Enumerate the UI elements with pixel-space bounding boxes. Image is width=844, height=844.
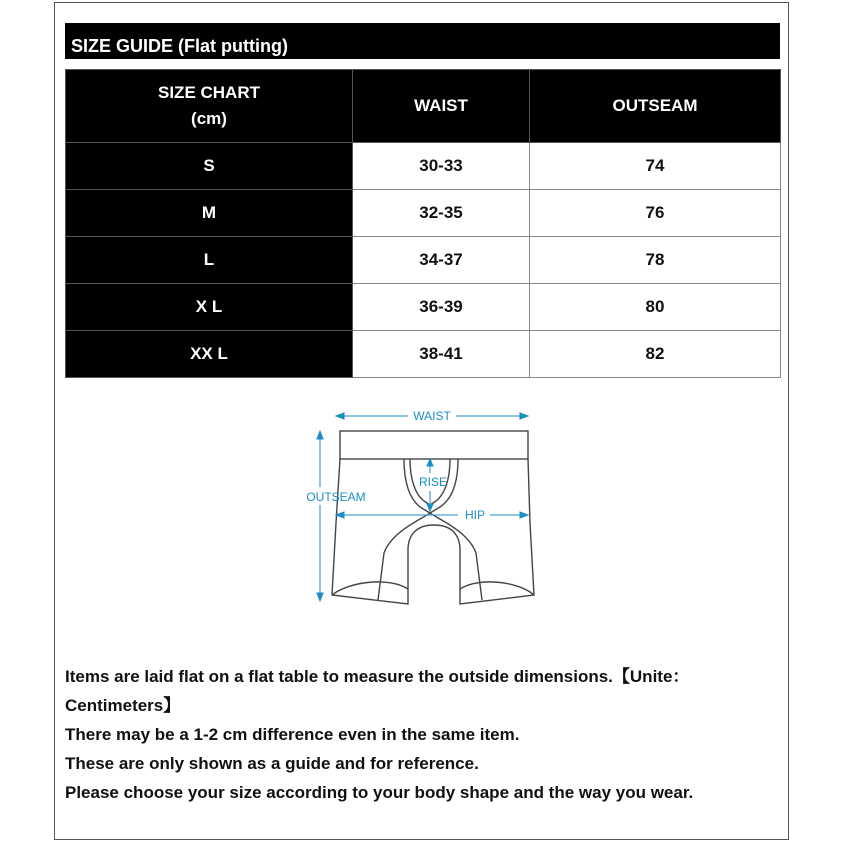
waist-arrowhead-right bbox=[520, 413, 528, 419]
outseam-cell: 76 bbox=[530, 190, 781, 237]
note-line: There may be a 1-2 cm difference even in the same item. bbox=[65, 725, 520, 744]
table-row bbox=[66, 237, 781, 284]
waist-header: WAIST bbox=[353, 70, 530, 143]
outseam-cell: 78 bbox=[530, 237, 781, 284]
size-chart-header-label: SIZE CHART bbox=[158, 83, 260, 102]
waist-cell: 36-39 bbox=[353, 284, 530, 331]
outseam-arrowhead-top bbox=[317, 431, 323, 439]
waist-cell: 34-37 bbox=[353, 237, 530, 284]
size-chart-header bbox=[66, 70, 353, 143]
unit-label: (cm) bbox=[191, 109, 227, 128]
size-guide-title: SIZE GUIDE (Flat putting) bbox=[65, 23, 780, 59]
outseam-arrowhead-bottom bbox=[317, 593, 323, 601]
waistband-shape bbox=[340, 431, 528, 459]
outseam-label: OUTSEAM bbox=[306, 490, 366, 504]
rise-arrowhead-bottom bbox=[427, 504, 433, 511]
hip-arrowhead-right bbox=[520, 512, 528, 518]
waist-cell: 30-33 bbox=[353, 143, 530, 190]
left-hem-curve bbox=[332, 582, 408, 595]
outseam-cell: 74 bbox=[530, 143, 781, 190]
waist-label: WAIST bbox=[413, 409, 451, 423]
table-header-row bbox=[66, 70, 781, 143]
measurement-notes bbox=[65, 662, 780, 807]
outseam-cell: 82 bbox=[530, 331, 781, 378]
rise-label: RISE bbox=[418, 475, 448, 489]
table-row bbox=[66, 143, 781, 190]
outseam-cell: 80 bbox=[530, 284, 781, 331]
measurement-arrows bbox=[317, 413, 528, 601]
size-cell: M bbox=[66, 190, 353, 237]
hip-label: HIP bbox=[464, 508, 486, 522]
right-hem-curve bbox=[460, 582, 534, 595]
note-line: Items are laid flat on a flat table to measure the outside dimensions.【Unite：Centimeters】 bbox=[65, 667, 690, 715]
rise-arrowhead-top bbox=[427, 459, 433, 466]
waist-arrowhead-left bbox=[336, 413, 344, 419]
right-inner-seam bbox=[430, 513, 482, 600]
waist-cell: 32-35 bbox=[353, 190, 530, 237]
table-row bbox=[66, 331, 781, 378]
outseam-header: OUTSEAM bbox=[530, 70, 781, 143]
size-cell: XX L bbox=[66, 331, 353, 378]
table-row bbox=[66, 284, 781, 331]
waist-cell: 38-41 bbox=[353, 331, 530, 378]
shorts-measurement-diagram bbox=[300, 403, 540, 615]
size-cell: L bbox=[66, 237, 353, 284]
note-line: Please choose your size according to your body shape and the way you wear. bbox=[65, 783, 694, 802]
shorts-outline bbox=[332, 431, 534, 604]
table-row bbox=[66, 190, 781, 237]
size-cell: X L bbox=[66, 284, 353, 331]
note-line: These are only shown as a guide and for reference. bbox=[65, 754, 479, 773]
size-chart-table bbox=[65, 69, 781, 378]
size-cell: S bbox=[66, 143, 353, 190]
